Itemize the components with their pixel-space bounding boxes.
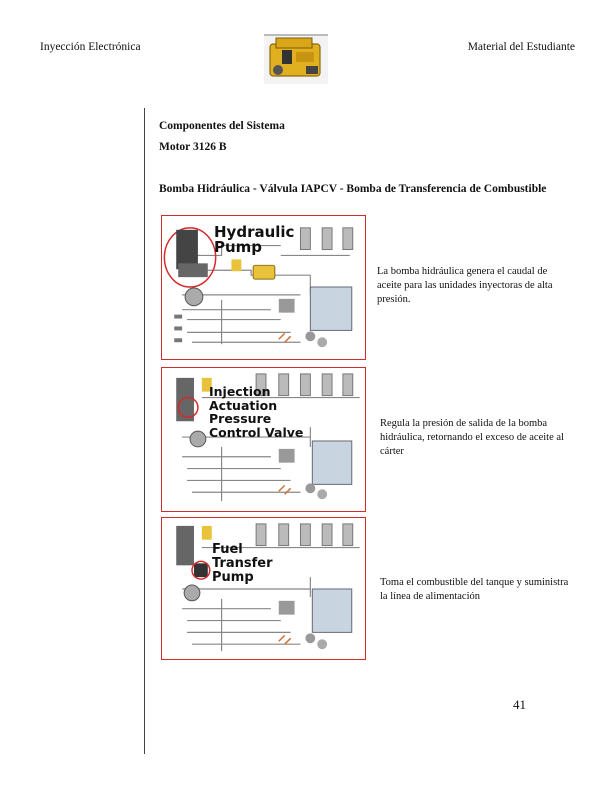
schematic-graphic [162,518,365,659]
hydraulic-pump-diagram [161,215,366,360]
title-line: Pump [212,570,254,585]
diagram-title [212,543,273,585]
title-line: Injection [209,384,271,399]
header-left-title: Inyección Electrónica [40,41,141,53]
fuel-transfer-pump-description: Toma el combustible del tanque y suministra la línea de alimentación [380,577,569,602]
diagram-title [214,225,294,255]
title-line: Transfer [212,556,273,571]
iapcv-diagram [161,367,366,512]
page-number: 41 [513,697,526,712]
engine-model-heading: Motor 3126 B [159,141,227,153]
section-heading: Componentes del Sistema [159,120,285,132]
title-line: Pressure [209,411,272,426]
title-line: Actuation [209,397,278,413]
hydraulic-pump-description: La bomba hidráulica genera el caudal de aceite para las unidades inyectoras de alta presión. [377,266,553,305]
diagram-title [209,385,303,439]
margin-rule [144,108,145,754]
title-line: Fuel [212,542,243,557]
title-line: Pump [214,238,263,256]
title-line: Hydraulic [214,223,295,241]
fuel-transfer-pump-diagram [161,517,366,660]
iapcv-description: Regula la presión de salida de la bomba hidráulica, retornando el exceso de aceite al cárter [380,418,564,457]
engine-icon [262,30,332,88]
header-right-title: Material del Estudiante [467,41,575,53]
topic-heading: Bomba Hidráulica - Válvula IAPCV - Bomba de Transferencia de Combustible [159,183,547,195]
title-line: Control Valve [209,424,304,440]
